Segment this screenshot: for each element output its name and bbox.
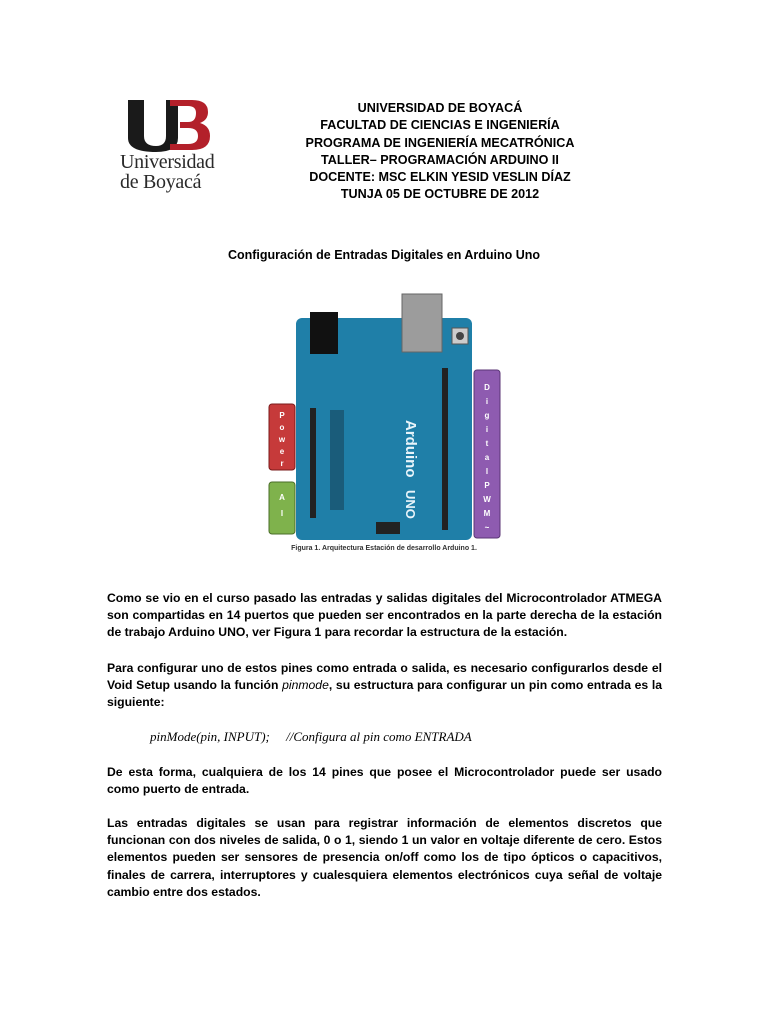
label-letter: P — [279, 411, 285, 420]
code-statement: pinMode(pin, INPUT); — [150, 729, 270, 744]
label-letter: t — [485, 439, 489, 448]
arduino-board-illustration — [268, 290, 502, 540]
paragraph-2-text-a: Para configurar uno de estos pines como entrada o salida, es necesario configurarlos desde el Void Setup usando la función — [107, 661, 662, 693]
power-analog-header — [310, 408, 316, 518]
document-header — [240, 100, 640, 204]
header-line: UNIVERSIDAD DE BOYACÁ — [357, 101, 523, 115]
document-title: Configuración de Entradas Digitales en Arduino Uno — [227, 248, 541, 262]
header-line: DOCENTE: MSC ELKIN YESID VESLIN DÍAZ — [309, 170, 571, 185]
arduino-figure — [268, 290, 502, 540]
label-letter: e — [279, 447, 285, 456]
label-letter: A — [279, 493, 285, 502]
paragraph-2 — [107, 660, 662, 712]
logo-line-1: Universidad — [120, 151, 215, 173]
code-snippet — [150, 729, 472, 745]
label-letter: ~ — [484, 523, 490, 532]
label-letter: I — [280, 509, 284, 518]
header-line: FACULTAD DE CIENCIAS E INGENIERÍA — [320, 118, 560, 133]
label-letter: W — [483, 495, 491, 504]
pinmode-term: pinmode — [282, 678, 329, 693]
header-line: TUNJA 05 DE OCTUBRE DE 2012 — [340, 187, 540, 202]
figure-caption: Figura 1. Arquitectura Estación de desarrollo Arduino 1. — [291, 545, 477, 552]
label-letter: l — [485, 467, 489, 476]
icsp-header — [376, 522, 400, 534]
header-line: TALLER– PROGRAMACIÓN ARDUINO II — [321, 152, 559, 167]
paragraph-3: De esta forma, cualquiera de los 14 pines que posee el Microcontrolador puede ser usado como puerto de entrada. — [107, 765, 662, 797]
label-letter: i — [485, 397, 489, 406]
label-letter: a — [484, 453, 490, 462]
paragraph-1: Como se vio en el curso pasado las entradas y salidas digitales del Microcontrolador ATMEGA son compartidas en 14 puertos que pueden ser encontrados en la parte derecha de la estación de trabajo Arduino UNO, ver Figura 1 para recordar la estructura de la estación. — [107, 591, 662, 640]
paragraph-4: Las entradas digitales se usan para registrar información de elementos discretos que funcionan con dos niveles de salida, 0 o 1, siendo 1 un valor en voltaje diferente de cero. Estos elementos pueden ser sensores de presencia on/off como los de tipo ópticos o capacitivos, finales de carrera, interruptores y cualesquiera elementos electrónicos cuya señal de voltaje cambio entre dos estados. — [107, 816, 662, 899]
label-letter: i — [485, 425, 489, 434]
university-logo — [118, 96, 228, 206]
ai-label-box — [269, 482, 295, 534]
label-letter: o — [279, 423, 285, 432]
microcontroller-chip — [330, 410, 344, 510]
label-letter: w — [278, 435, 286, 444]
digital-header — [442, 368, 448, 530]
header-line: PROGRAMA DE INGENIERÍA MECATRÓNICA — [305, 135, 575, 150]
label-letter: r — [280, 459, 284, 468]
ub-logo-mark — [122, 96, 210, 152]
paragraph-2-text-b: , su estructura para configurar un pin como entrada es la siguiente: — [107, 678, 662, 710]
label-letter: M — [483, 509, 491, 518]
logo-wordmark — [120, 152, 214, 192]
power-jack — [310, 312, 338, 354]
logo-line-2: de Boyacá — [120, 171, 202, 193]
label-letter: g — [484, 411, 490, 420]
code-comment: //Configura al pin como ENTRADA — [286, 729, 472, 744]
usb-port — [402, 294, 442, 352]
label-letter: D — [484, 383, 490, 392]
label-letter: P — [484, 481, 490, 490]
board-brand: Arduino — [402, 420, 419, 478]
board-model: UNO — [403, 490, 418, 519]
